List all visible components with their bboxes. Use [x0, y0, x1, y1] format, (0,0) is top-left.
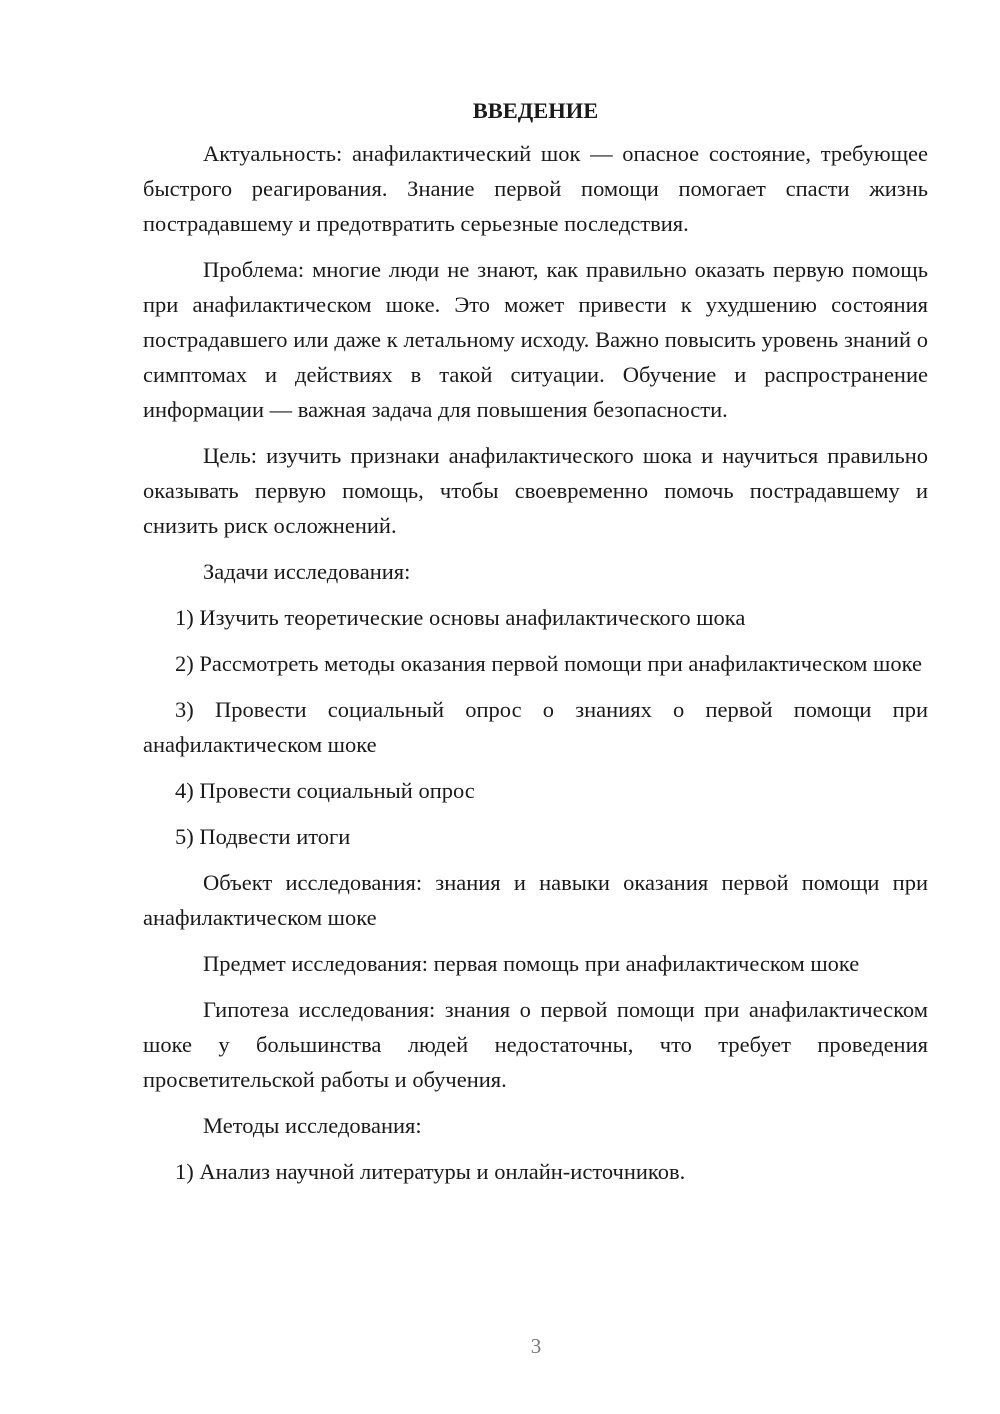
paragraph-goal: Цель: изучить признаки анафилактического шока и научиться правильно оказывать первую помощь, чтобы своевременно помочь пострадавшему и снизить риск осложнений. — [143, 443, 928, 538]
paragraph-object: Объект исследования: знания и навыки оказания первой помощи при анафилактическом шоке — [143, 870, 928, 930]
page-number: 3 — [530, 1334, 542, 1358]
paragraph-problem: Проблема: многие люди не знают, как правильно оказать первую помощь при анафилактическом шоке. Это может привести к ухудшению состояния пострадавшего или даже к летальному исходу. Важно повысить уровень знаний о симптомах и действиях в такой ситуации. Обучение и распространение информации — важная задача для повышения безопасности. — [143, 257, 928, 422]
page-content — [143, 95, 928, 1200]
task-item-1: 1) Изучить теоретические основы анафилактического шока — [175, 605, 746, 630]
task-item-2: 2) Рассмотреть методы оказания первой помощи при анафилактическом шоке — [175, 651, 922, 676]
tasks-heading: Задачи исследования: — [203, 559, 411, 584]
paragraph-hypothesis: Гипотеза исследования: знания о первой помощи при анафилактическом шоке у большинства людей недостаточны, что требует проведения просветительской работы и обучения. — [143, 997, 928, 1092]
task-item-5: 5) Подвести итоги — [175, 824, 351, 849]
paragraph-relevance: Актуальность: анафилактический шок — опасное состояние, требующее быстрого реагирования. Знание первой помощи помогает спасти жизнь пострадавшему и предотвратить серьезные последствия. — [143, 141, 928, 236]
methods-heading: Методы исследования: — [203, 1113, 422, 1138]
task-item-4: 4) Провести социальный опрос — [175, 778, 475, 803]
task-item-3: 3) Провести социальный опрос о знаниях о первой помощи при анафилактическом шоке — [143, 697, 928, 757]
page-title: ВВЕДЕНИЕ — [472, 98, 599, 123]
method-item-1: 1) Анализ научной литературы и онлайн-источников. — [175, 1159, 686, 1184]
paragraph-subject: Предмет исследования: первая помощь при анафилактическом шоке — [203, 951, 860, 976]
